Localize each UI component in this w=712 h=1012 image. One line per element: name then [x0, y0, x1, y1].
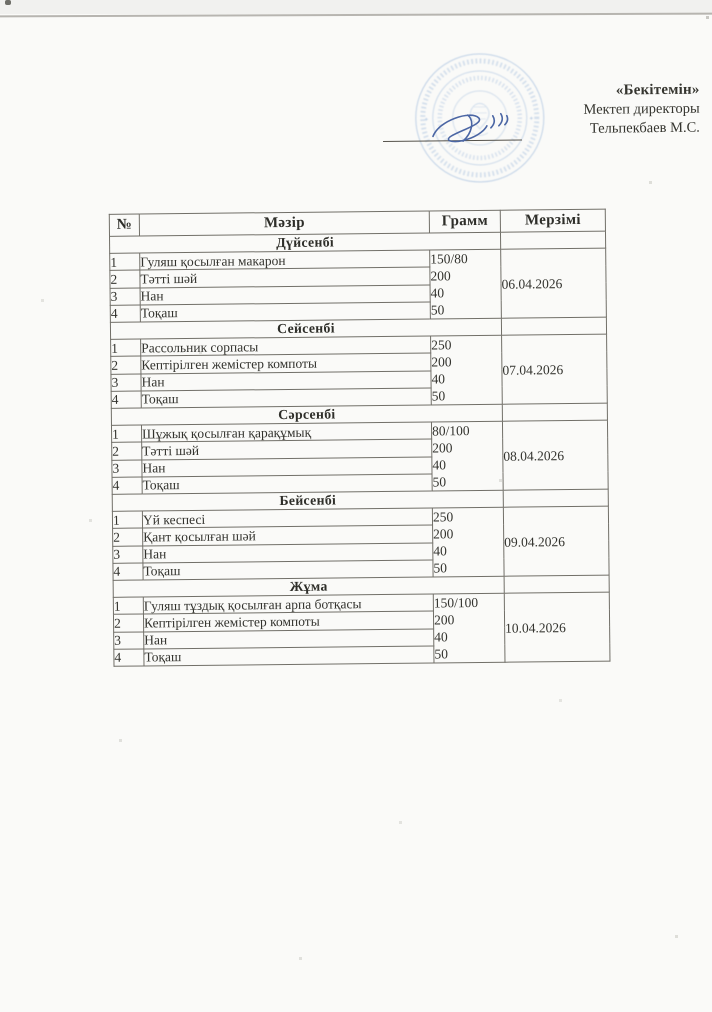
grams-value: 40 [431, 371, 446, 387]
grams-value: 50 [430, 302, 445, 318]
grams-value: 200 [430, 268, 451, 284]
day-name: Жұма [113, 576, 504, 597]
row-number: 4 [113, 563, 143, 581]
approval-role: Мектеп директоры [583, 100, 700, 118]
row-number: 1 [112, 511, 142, 529]
dish-name: Нан [142, 456, 432, 476]
grams-value: 150/100 [433, 594, 479, 611]
row-number: 4 [112, 477, 142, 495]
dish-name: Гуляш қосылған макарон [140, 250, 430, 270]
row-number: 2 [113, 528, 143, 546]
row-number: 3 [111, 374, 141, 392]
dish-name: Кептірілген жемістер компоты [143, 611, 433, 631]
dish-name: Тоқаш [141, 388, 431, 408]
row-number: 4 [111, 391, 141, 409]
approval-title: «Бекітемін» [615, 81, 700, 99]
date-cell: 10.04.2026 [504, 592, 610, 662]
day-name: Дүйсенбі [110, 232, 501, 253]
grams-value: 40 [430, 285, 445, 301]
row-number: 4 [114, 649, 144, 667]
day-name: Бейсенбі [112, 490, 503, 511]
grams-value: 200 [431, 354, 452, 370]
row-number: 1 [111, 339, 141, 357]
dish-name: Шұжық қосылған қарақұмық [141, 422, 431, 442]
date-cell: 06.04.2026 [501, 248, 607, 318]
grams-value: 50 [434, 646, 448, 662]
row-number: 2 [111, 356, 141, 374]
grams-cell [431, 335, 503, 405]
dish-name: Нан [140, 284, 430, 304]
row-number: 3 [110, 288, 140, 306]
grams-value: 150/80 [430, 251, 468, 267]
col-header-menu: Мәзір [139, 211, 429, 236]
date-cell: 07.04.2026 [502, 334, 608, 404]
row-number: 3 [113, 545, 143, 563]
grams-value: 200 [432, 440, 453, 456]
menu-table [109, 209, 611, 667]
grams-value: 200 [433, 526, 454, 542]
day-empty-cell [500, 231, 605, 249]
date-cell: 08.04.2026 [502, 420, 608, 490]
dish-name: Рассольник сорпасы [141, 336, 431, 356]
approval-block [583, 81, 700, 139]
day-empty-cell [504, 575, 609, 593]
grams-value: 40 [433, 543, 447, 559]
approval-name: Тельпекбаев М.С. [589, 119, 700, 137]
grams-value: 200 [433, 612, 455, 628]
svg-text:✦: ✦ [528, 116, 534, 123]
row-number: 2 [113, 614, 143, 632]
col-header-grams: Грамм [429, 210, 500, 233]
director-signature [421, 101, 533, 150]
day-name: Сейсенбі [110, 318, 501, 339]
dish-name: Кептірілген жемістер компоты [141, 353, 431, 373]
col-header-date: Мерзімі [500, 209, 605, 232]
grams-value: 40 [434, 629, 448, 645]
day-empty-cell [503, 489, 608, 507]
grams-cell [430, 249, 502, 319]
day-name: Сәрсенбі [111, 404, 502, 425]
dish-name: Қант қосылған шәй [143, 525, 433, 545]
grams-cell [432, 507, 504, 577]
dish-name: Тоқаш [144, 646, 434, 666]
grams-value: 50 [433, 560, 448, 576]
dish-name: Тәтті шәй [142, 439, 432, 459]
row-number: 1 [110, 253, 140, 271]
dish-name: Тоқаш [142, 474, 432, 494]
grams-value: 250 [431, 337, 452, 353]
dish-name: Тоқаш [143, 560, 433, 580]
row-number: 4 [110, 305, 140, 323]
grams-value: 250 [432, 509, 454, 525]
dish-name: Тәтті шәй [140, 267, 430, 287]
date-cell: 09.04.2026 [503, 506, 609, 576]
grams-value: 50 [431, 388, 446, 404]
row-number: 3 [114, 631, 144, 649]
grams-value: 50 [432, 474, 447, 490]
grams-value: 40 [432, 457, 446, 473]
dish-name: Нан [141, 370, 431, 390]
dish-name: Гуляш тұздық қосылған арпа ботқасы [143, 594, 433, 614]
row-number: 2 [112, 442, 142, 460]
dish-name: Тоқаш [140, 302, 430, 322]
col-header-number: № [109, 214, 139, 236]
day-empty-cell [501, 317, 606, 335]
day-empty-cell [502, 403, 607, 421]
svg-text:✦: ✦ [423, 117, 429, 124]
dish-name: Нан [143, 542, 433, 562]
grams-cell [433, 593, 505, 663]
scan-noise [0, 0, 1, 1]
dish-name: Үй кеспесі [142, 508, 432, 528]
row-number: 1 [111, 425, 141, 443]
row-number: 3 [112, 460, 142, 478]
grams-cell [431, 421, 503, 491]
grams-value: 80/100 [431, 423, 470, 439]
dish-name: Нан [144, 628, 434, 648]
row-number: 2 [110, 270, 140, 288]
row-number: 1 [113, 597, 143, 615]
